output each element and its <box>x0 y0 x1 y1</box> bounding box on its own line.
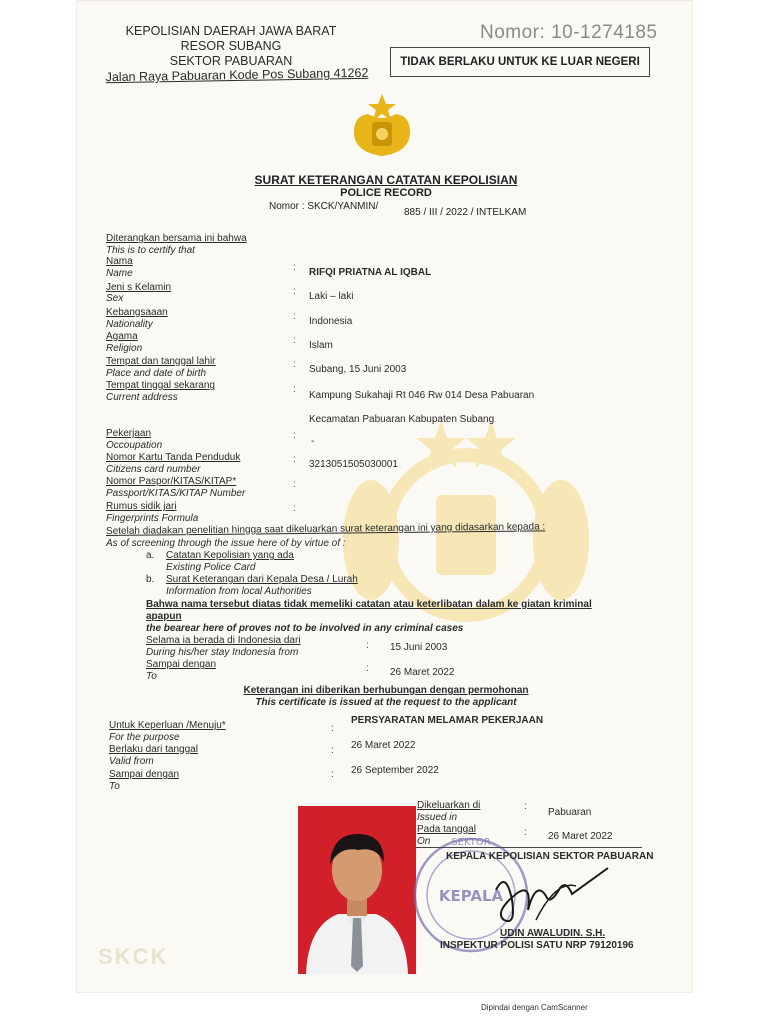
request-en: This certificate is issued at the request to the applicant <box>255 697 517 708</box>
stay-from-label: Selama ia berada di Indonesia dari <box>146 635 301 646</box>
skck-watermark: SKCK <box>98 944 169 969</box>
field-occupation-value: - <box>311 436 315 447</box>
valid-until-label: Sampai dengan <box>109 769 180 780</box>
signature-office: KEPALA KEPOLISIAN SEKTOR PABUARAN <box>446 851 654 862</box>
field-colon: : <box>293 335 296 346</box>
applicant-photo <box>298 806 416 974</box>
header-line-2: RESOR SUBANG <box>180 39 282 53</box>
document-subtitle: POLICE RECORD <box>340 187 432 199</box>
field-religion-label-en: Religion <box>106 343 143 354</box>
field-occupation-label: Pekerjaan <box>106 428 152 439</box>
police-emblem-icon <box>348 92 416 160</box>
field-religion-label: Agama <box>106 331 138 342</box>
field-colon: : <box>293 286 296 297</box>
field-address-label-en: Current address <box>106 392 178 403</box>
notice-box: TIDAK BERLAKU UNTUK KE LUAR NEGERI <box>390 47 650 77</box>
screening-en: As of screening through the issue here of by virtue of : <box>106 538 346 549</box>
signatory-rank: INSPEKTUR POLISI SATU NRP 79120196 <box>440 940 634 951</box>
field-address-value-2: Kecamatan Pabuaran Kabupaten Subang <box>309 414 495 425</box>
purpose-value: PERSYARATAN MELAMAR PEKERJAAN <box>351 715 544 726</box>
statement-line-2: apapun <box>146 611 182 622</box>
intro-en: This is to certify that <box>106 245 195 256</box>
header-address: Jalan Raya Pabuaran Kode Pos Subang 41262 <box>105 65 369 85</box>
handwritten-signature <box>476 860 616 930</box>
header-line-1: KEPOLISIAN DAERAH JAWA BARAT <box>125 24 337 38</box>
valid-from-label: Berlaku dari tanggal <box>109 744 198 755</box>
field-religion-value: Islam <box>309 340 333 351</box>
stay-to-label-en: To <box>146 671 157 682</box>
issued-at-label-en: Issued in <box>417 812 458 823</box>
field-colon: : <box>293 503 296 514</box>
field-colon: : <box>366 663 369 674</box>
field-birth-label-en: Place and date of birth <box>106 368 207 379</box>
stay-from-value: 15 Juni 2003 <box>390 642 448 653</box>
stay-from-label-en: During his/her stay Indonesia from <box>146 647 299 658</box>
field-name-value: RIFQI PRIATNA AL IQBAL <box>309 267 432 278</box>
field-colon: : <box>293 454 296 465</box>
valid-from-label-en: Valid from <box>109 756 154 767</box>
title-number-label: Nomor : SKCK/YANMIN/ <box>269 201 379 212</box>
field-ktp-label-en: Citizens card number <box>106 464 201 475</box>
field-sex-label: Jeni s Kelamin <box>106 282 172 293</box>
valid-until-label-en: To <box>109 781 120 792</box>
field-colon: : <box>366 640 369 651</box>
valid-until-value: 26 September 2022 <box>351 765 439 776</box>
field-birth-label: Tempat dan tanggal lahir <box>106 356 216 367</box>
screening-item-a-en: Existing Police Card <box>166 562 256 573</box>
scanner-footer: Dipindai dengan CamScanner <box>481 1003 588 1012</box>
valid-from-value: 26 Maret 2022 <box>351 740 416 751</box>
field-ktp-label: Nomor Kartu Tanda Penduduk <box>106 452 241 463</box>
field-colon: : <box>293 430 296 441</box>
screening-item-a: Catatan Kepolisian yang ada <box>166 550 294 561</box>
stay-to-value: 26 Maret 2022 <box>390 667 455 678</box>
field-address-label: Tempat tinggal sekarang <box>106 380 215 391</box>
field-fingerprint-label-en: Fingerprints Formula <box>106 513 199 524</box>
field-colon: : <box>331 745 334 756</box>
screening-item-b-marker: b. <box>146 574 155 585</box>
issued-at-value: Pabuaran <box>548 807 592 818</box>
field-ktp-value: 3213051505030001 <box>309 459 398 470</box>
issued-on-label: Pada tanggal <box>417 824 476 835</box>
field-colon: : <box>293 359 296 370</box>
field-colon: : <box>331 769 334 780</box>
field-colon: : <box>293 384 296 395</box>
purpose-label-en: For the purpose <box>109 732 180 743</box>
field-colon: : <box>293 311 296 322</box>
document-title: SURAT KETERANGAN CATATAN KEPOLISIAN <box>254 173 518 187</box>
field-sex-value: Laki – laki <box>309 291 354 302</box>
field-name-label-en: Name <box>106 268 133 279</box>
field-nationality-label: Kebangsaaan <box>106 307 168 318</box>
field-passport-label-en: Passport/KITAS/KITAP Number <box>106 488 246 499</box>
screening-id: Setelah diadakan penelitian hingga saat dikeluarkan surat keterangan ini yang didasarkan kepada : <box>105 521 546 537</box>
field-nationality-value: Indonesia <box>309 316 353 327</box>
stamp-ring-text: SEKTOR <box>451 837 491 848</box>
purpose-label: Untuk Keperluan /Menuju* <box>109 720 226 731</box>
field-fingerprint-label: Rumus sidik jari <box>106 501 177 512</box>
document-number: Nomor: 10-1274185 <box>480 22 658 43</box>
field-colon: : <box>524 801 527 812</box>
issued-on-label-en: On <box>417 836 431 847</box>
signature-divider <box>416 847 642 848</box>
statement-en: the bearear here of proves not to be involved in any criminal cases <box>146 623 464 634</box>
screening-item-b: Surat Keterangan dari Kepala Desa / Lurah <box>166 574 358 585</box>
field-colon: : <box>293 479 296 490</box>
field-colon: : <box>293 262 296 273</box>
field-name-label: Nama <box>106 256 133 267</box>
title-number-value: 885 / III / 2022 / INTELKAM <box>404 207 527 218</box>
field-colon: : <box>524 827 527 838</box>
header-line-3: SEKTOR PABUARAN <box>169 54 293 68</box>
field-sex-label-en: Sex <box>106 293 124 304</box>
field-colon: : <box>331 723 334 734</box>
stay-to-label: Sampai dengan <box>146 659 217 670</box>
screening-item-a-marker: a. <box>146 550 155 561</box>
stamp-text: KEPALA <box>438 887 504 905</box>
statement-line-1: Bahwa nama tersebut diatas tidak memeliki catatan atau keterlibatan dalam ke giatan kriminal <box>146 599 592 610</box>
screening-item-b-en: Information from local Authorities <box>166 586 312 597</box>
field-occupation-label-en: Occoupation <box>106 440 163 451</box>
request-id: Keterangan ini diberikan berhubungan dengan permohonan <box>243 685 529 696</box>
signatory-name: UDIN AWALUDIN. S.H. <box>500 928 606 939</box>
intro-id: Diterangkan bersama ini bahwa <box>106 233 247 244</box>
field-nationality-label-en: Nationality <box>106 319 153 330</box>
issued-at-label: Dikeluarkan di <box>417 800 481 811</box>
field-address-value: Kampung Sukahaji Rt 046 Rw 014 Desa Pabuaran <box>309 390 535 401</box>
issued-on-value: 26 Maret 2022 <box>548 831 613 842</box>
field-passport-label: Nomor Paspor/KITAS/KITAP* <box>106 476 237 487</box>
field-birth-value: Subang, 15 Juni 2003 <box>309 364 407 375</box>
police-record-document <box>76 0 693 993</box>
